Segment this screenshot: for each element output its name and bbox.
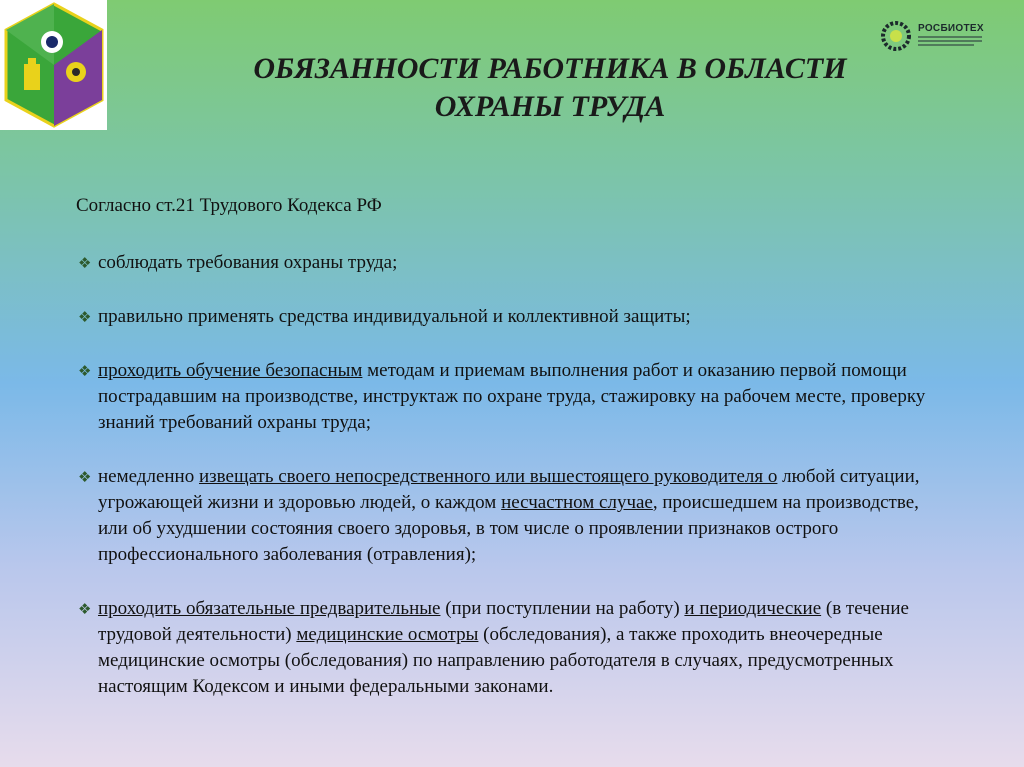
title-line-2: ОХРАНЫ ТРУДА: [434, 90, 666, 123]
duty-text-underlined: и периодические: [684, 598, 822, 619]
duty-text: немедленно: [98, 466, 199, 487]
diamond-bullet-icon: ❖: [78, 308, 92, 326]
duty-item: [76, 464, 946, 568]
rosbiotech-logo: [880, 20, 1000, 52]
diamond-bullet-icon: ❖: [78, 468, 92, 486]
duty-text: соблюдать требования охраны труда;: [98, 252, 398, 273]
duty-text-underlined: проходить обучение безопасным: [98, 360, 363, 381]
duty-item: [76, 596, 946, 700]
duty-text-underlined: извещать своего непосредственного или вышестоящего руководителя о: [198, 466, 778, 487]
logo-subtext-lines: [918, 36, 982, 42]
duty-text: правильно применять средства индивидуальной и коллективной защиты;: [98, 306, 691, 327]
diamond-bullet-icon: ❖: [78, 600, 92, 618]
left-emblem-logo: [0, 0, 107, 130]
logo-subtext-line: [918, 44, 974, 48]
rosbiotech-ring-icon: [880, 20, 914, 52]
emblem-icon: [4, 2, 104, 128]
duty-text: любой ситуации, угрожающей жизни и здоровью людей, о каждом: [98, 466, 920, 513]
intro-text: Согласно ст.21 Трудового Кодекса РФ: [76, 195, 382, 216]
duty-text-underlined: несчастном случае: [501, 492, 653, 513]
duty-text: , происшедшем на производстве, или об ухудшении состояния своего здоровья, в том числе о проявлении признаков острого профессионального заболевания (отравления);: [98, 492, 919, 565]
duty-text: (в течение трудовой деятельности): [98, 598, 909, 645]
duty-item: [76, 358, 946, 436]
duty-text: (обследования), а также проходить внеочередные медицинские осмотры (обследования) по направлению работодателя в случаях, предусмотренных настоящим Кодексом и иными федеральными законами.: [98, 624, 894, 697]
duty-item: [76, 304, 946, 330]
diamond-bullet-icon: ❖: [78, 254, 92, 272]
page-title: [210, 50, 890, 126]
title-line-1: ОБЯЗАННОСТИ РАБОТНИКА В ОБЛАСТИ: [253, 52, 847, 85]
duty-text-underlined: медицинские осмотры: [296, 624, 479, 645]
rosbiotech-wordmark: РОСБИОТЕХ: [918, 23, 984, 34]
duties-list: [76, 250, 946, 728]
duty-text: методам и приемам выполнения работ и оказанию первой помощи пострадавшим на производстве, инструктаж по охране труда, стажировку на рабочем месте, проверку знаний требований охраны труда;: [98, 360, 926, 433]
diamond-bullet-icon: ❖: [78, 362, 92, 380]
duty-text: (при поступлении на работу): [440, 598, 685, 619]
duty-text-underlined: проходить обязательные предварительные: [98, 598, 441, 619]
duty-item: [76, 250, 946, 276]
